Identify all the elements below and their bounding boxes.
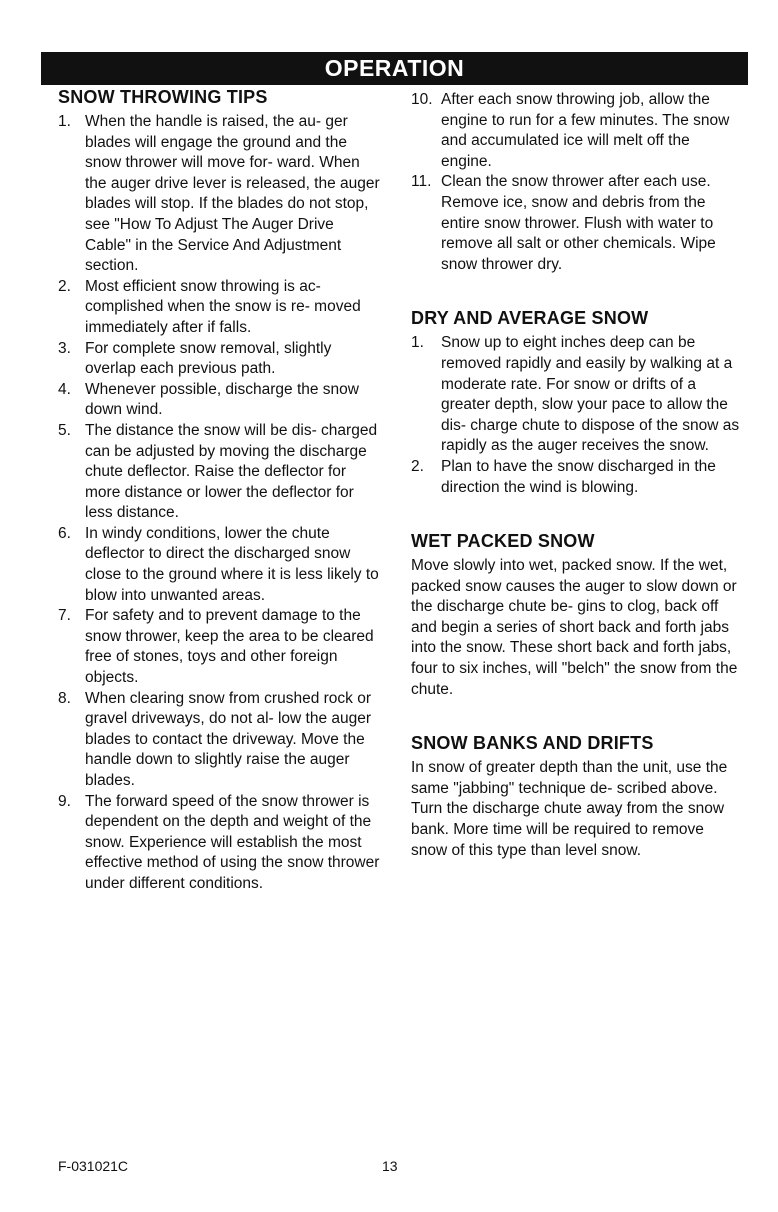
wet-snow-heading: WET PACKED SNOW [411, 531, 595, 552]
item-text: Plan to have the snow discharged in the direction the wind is blowing. [441, 457, 716, 496]
list-item [58, 380, 383, 421]
list-item [58, 112, 383, 277]
wet-snow-paragraph: Move slowly into wet, packed snow. If the wet, packed snow causes the auger to slow down or the discharge chute be- gins to clog, back off and begin a series of short back and forth jabs into the snow. These short back and forth jabs, four to six inches, will "belch" the snow from the chute. [411, 557, 738, 698]
item-text: In windy conditions, lower the chute deflector to direct the discharged snow close to the ground where it is less likely to blow into unwanted areas. [85, 524, 379, 604]
list-item [411, 333, 741, 457]
item-number: 7. [58, 607, 71, 625]
list-item [58, 524, 383, 606]
snow-banks-paragraph: In snow of greater depth than the unit, use the same "jabbing" technique de- scribed above. Turn the discharge chute away from the snow bank. More time will be required to remove snow of this type than level snow. [411, 759, 728, 859]
item-text: When clearing snow from crushed rock or gravel driveways, do not al- low the auger blades to contact the driveway. Move the handle down to slightly raise the auger blades. [85, 689, 372, 789]
item-number: 2. [411, 457, 424, 475]
list-item [58, 339, 383, 380]
item-number: 11. [411, 173, 432, 191]
tips-list [58, 112, 383, 895]
dry-snow-list [411, 333, 741, 498]
list-item [58, 689, 383, 792]
item-text: Whenever possible, discharge the snow down wind. [85, 380, 359, 419]
tips-list-continued [411, 90, 741, 275]
item-number: 9. [58, 792, 71, 810]
list-item [411, 90, 741, 172]
page-number: 13 [382, 1158, 398, 1174]
item-number: 6. [58, 524, 71, 542]
item-number: 1. [58, 113, 71, 130]
item-number: 3. [58, 339, 71, 357]
list-item [58, 277, 383, 339]
item-number: 8. [58, 689, 71, 707]
item-text: When the handle is raised, the au- ger blades will engage the ground and the snow thrower will move for- ward. When the auger drive lever is released, the auger blades will stop. If the blades do not stop, see "How To Adjust The Auger Drive Cable" in the Service And Adjustment section. [85, 113, 380, 275]
document-code: F-031021C [58, 1158, 129, 1174]
item-number: 5. [58, 421, 71, 439]
list-item [411, 457, 741, 498]
snow-throwing-tips-heading: SNOW THROWING TIPS [58, 87, 268, 107]
item-text: Snow up to eight inches deep can be removed rapidly and easily by walking at a moderate rate. For snow or drifts of a greater depth, slow your pace to allow the dis- charge chute to dispose of the snow as rapidly as the auger receives the snow. [441, 334, 740, 455]
item-text: After each snow throwing job, allow the engine to run for a few minutes. The snow and accumulated ice will melt off the engine. [441, 91, 730, 170]
dry-snow-heading: DRY AND AVERAGE SNOW [411, 308, 649, 329]
item-text: Clean the snow thrower after each use. Remove ice, snow and debris from the entire snow thrower. Flush with water to remove all salt or other chemicals. Wipe snow thrower dry. [441, 173, 716, 273]
section-banner: OPERATION [41, 52, 748, 85]
left-column [58, 86, 383, 895]
list-item [58, 792, 383, 895]
list-item [58, 421, 383, 524]
item-text: The forward speed of the snow thrower is dependent on the depth and weight of the snow. Experience will establish the most effective method of using the snow thrower under different conditions. [85, 792, 380, 892]
item-number: 1. [411, 334, 424, 352]
list-item [58, 606, 383, 688]
list-item [411, 172, 741, 275]
item-text: For complete snow removal, slightly overlap each previous path. [85, 339, 332, 378]
item-number: 10. [411, 91, 433, 108]
snow-banks-heading: SNOW BANKS AND DRIFTS [411, 733, 654, 754]
item-text: The distance the snow will be dis- charged can be adjusted by moving the discharge chute deflector. Raise the deflector for more distance or lower the deflector for less distance. [85, 421, 378, 522]
item-number: 2. [58, 277, 71, 295]
item-text: For safety and to prevent damage to the snow thrower, keep the area to be cleared free of stones, toys and other foreign objects. [85, 607, 374, 687]
item-number: 4. [58, 380, 71, 398]
right-column [411, 86, 741, 861]
item-text: Most efficient snow throwing is ac- complished when the snow is re- moved immediately after if falls. [85, 277, 361, 336]
